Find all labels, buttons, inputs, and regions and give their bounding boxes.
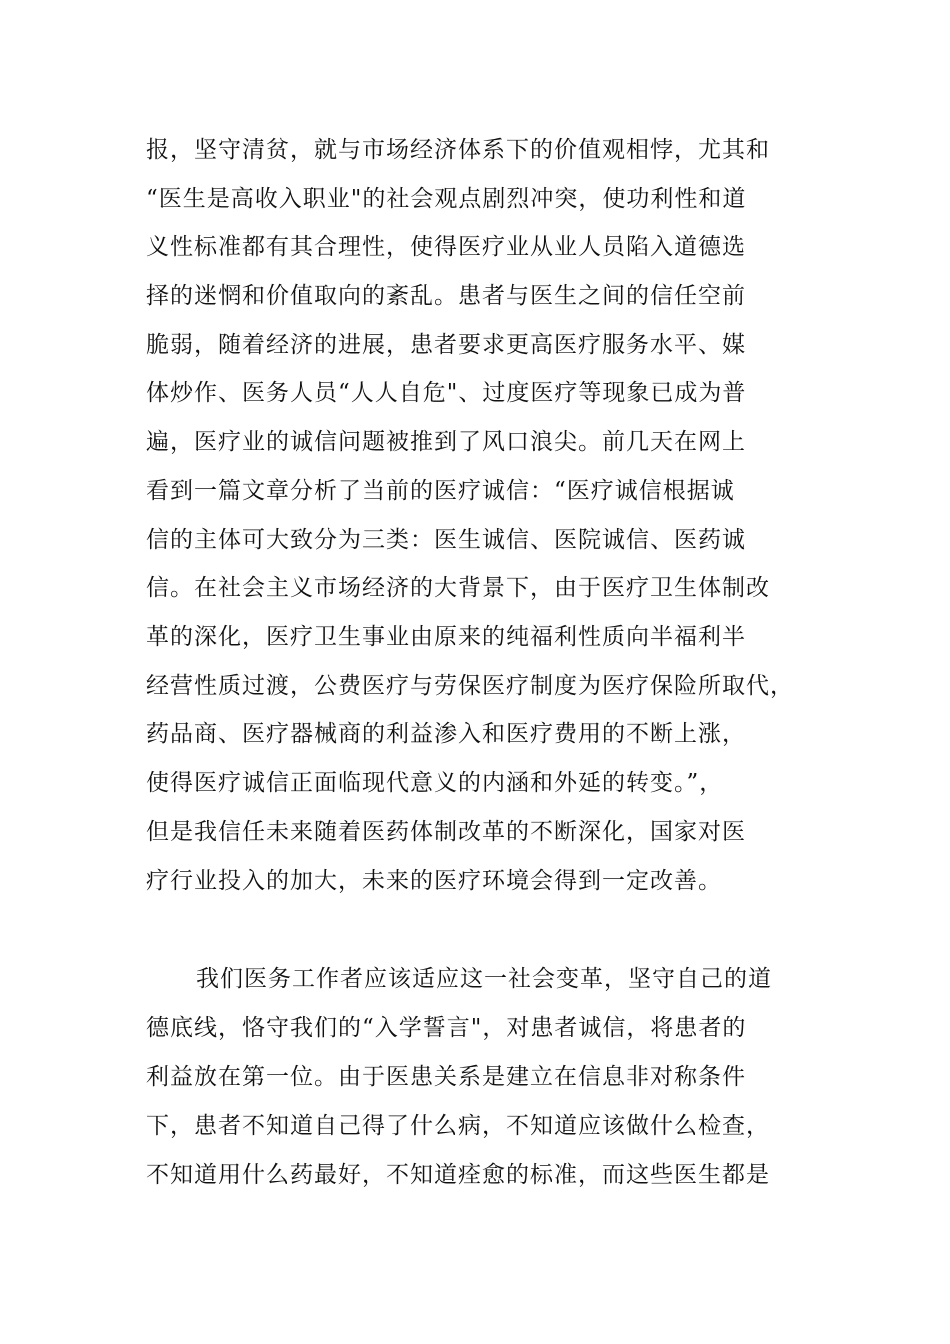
text-line: 使得医疗诚信正面临现代意义的内涵和外延的转变。”， — [146, 770, 724, 796]
text-line: 信。在社会主义市场经济的大背景下，由于医疗卫生体制改 — [146, 575, 770, 601]
text-line: 德底线，恪守我们的“入学誓言"，对患者诚信，将患者的 — [146, 1015, 747, 1041]
text-line: 疗行业投入的加大，未来的医疗环境会得到一定改善。 — [146, 868, 722, 894]
text-line: 遍，医疗业的诚信问题被推到了风口浪尖。前几天在网上 — [146, 429, 746, 455]
text-line: 药品商、医疗器械商的利益渗入和医疗费用的不断上涨， — [146, 721, 746, 747]
text-line: 报，坚守清贫，就与市场经济体系下的价值观相悖，尤其和 — [146, 137, 770, 163]
text-line: 信的主体可大致分为三类：医生诚信、医院诚信、医药诚 — [146, 527, 746, 553]
text-line: 下，患者不知道自己得了什么病，不知道应该做什么检查， — [146, 1113, 770, 1139]
text-line: 义性标准都有其合理性，使得医疗业从业人员陷入道德选 — [146, 234, 746, 260]
text-line: 脆弱，随着经济的进展，患者要求更高医疗服务水平、媒 — [146, 332, 746, 358]
text-line: 经营性质过渡，公费医疗与劳保医疗制度为医疗保险所取代， — [146, 673, 794, 699]
text-line: 看到一篇文章分析了当前的医疗诚信：“医疗诚信根据诚 — [146, 478, 735, 504]
text-line: 革的深化，医疗卫生事业由原来的纯福利性质向半福利半 — [146, 624, 746, 650]
text-line: “医生是高收入职业"的社会观点剧烈冲突，使功利性和道 — [146, 186, 747, 212]
text-line: 我们医务工作者应该适应这一社会变革，坚守自己的道 — [196, 966, 772, 992]
text-line: 不知道用什么药最好，不知道痊愈的标准，而这些医生都是 — [146, 1162, 770, 1188]
text-line: 体炒作、医务人员“人人自危"、过度医疗等现象已成为普 — [146, 380, 747, 406]
text-line: 利益放在第一位。由于医患关系是建立在信息非对称条件 — [146, 1064, 746, 1090]
text-line: 但是我信任未来随着医药体制改革的不断深化，国家对医 — [146, 819, 746, 845]
text-line: 择的迷惘和价值取向的紊乱。患者与医生之间的信任空前 — [146, 283, 746, 309]
